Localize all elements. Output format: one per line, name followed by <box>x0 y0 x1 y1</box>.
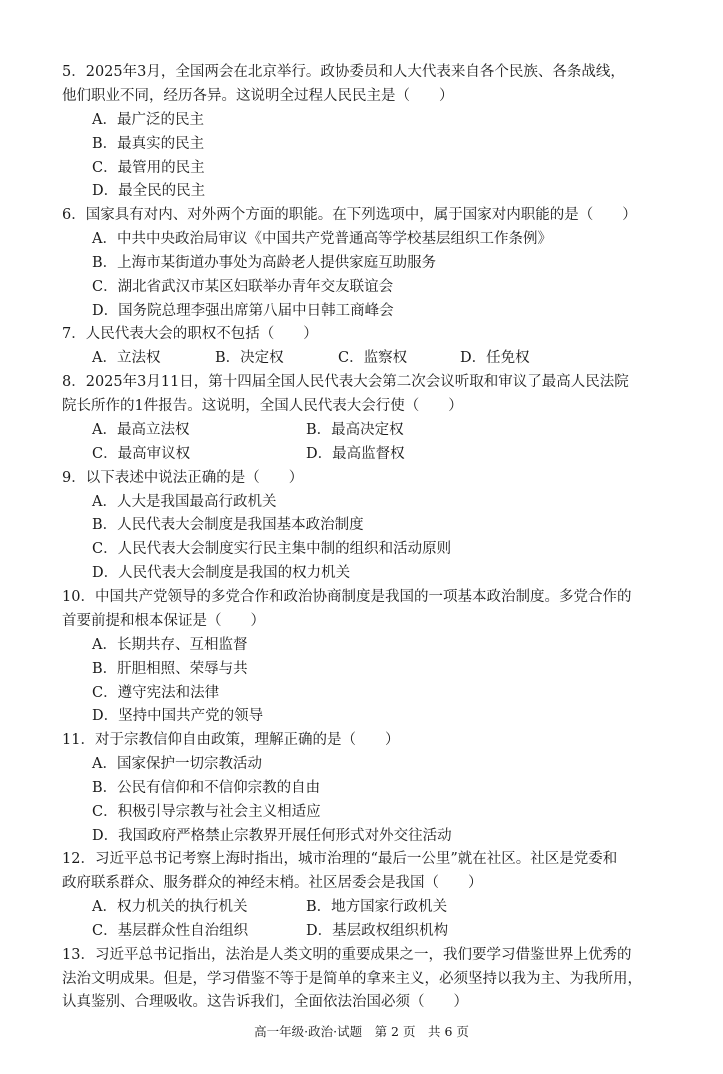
question-7-stem-line-1: 7．人民代表大会的职权不包括（ ） <box>62 326 318 342</box>
question-10-option-d: D．坚持中国共产党的领导 <box>92 708 264 724</box>
question-6-option-a: A．中共中央政治局审议《中国共产党普通高等学校基层组织工作条例》 <box>92 231 552 247</box>
page-footer: 高一年级·政治·试题 第 2 页 共 6 页 <box>254 1024 469 1039</box>
question-10-option-a: A．长期共存、互相监督 <box>92 637 248 653</box>
question-12-stem-line-1: 12．习近平总书记考察上海时指出，城市治理的“最后一公里”就在社区。社区是党委和 <box>62 851 618 867</box>
question-6-option-c: C．湖北省武汉市某区妇联举办青年交友联谊会 <box>92 279 394 295</box>
question-12-option-d: D．基层政权组织机构 <box>306 923 449 939</box>
question-9-option-d: D．人民代表大会制度是我国的权力机关 <box>92 565 351 581</box>
question-5-stem-line-1: 5．2025年3月，全国两会在北京举行。政协委员和人大代表来自各个民族、各条战线， <box>62 64 625 80</box>
question-7-option-d: D．任免权 <box>460 350 530 366</box>
question-8-stem-line-2: 院长所作的1件报告。这说明，全国人民代表大会行使（ ） <box>62 398 463 414</box>
question-5-option-b: B．最真实的民主 <box>92 136 205 152</box>
question-5-option-c: C．最管用的民主 <box>92 160 205 176</box>
question-9-option-a: A．人大是我国最高行政机关 <box>92 494 277 510</box>
question-11-option-a: A．国家保护一切宗教活动 <box>92 756 262 772</box>
question-9-option-c: C．人民代表大会制度实行民主集中制的组织和活动原则 <box>92 541 452 557</box>
question-8-option-a: A．最高立法权 <box>92 422 190 438</box>
question-13-stem-line-3: 认真鉴别、合理吸收。这告诉我们，全面依法治国必须（ ） <box>62 994 468 1010</box>
question-6-option-d: D．国务院总理李强出席第八届中日韩工商峰会 <box>92 303 394 319</box>
question-7-option-a: A．立法权 <box>92 350 161 366</box>
question-11-option-d: D．我国政府严格禁止宗教界开展任何形式对外交往活动 <box>92 828 452 844</box>
question-12-option-b: B．地方国家行政机关 <box>306 899 448 915</box>
question-5-option-d: D．最全民的民主 <box>92 183 206 199</box>
question-13-stem-line-1: 13．习近平总书记指出，法治是人类文明的重要成果之一，我们要学习借鉴世界上优秀的 <box>62 947 632 963</box>
question-11-option-b: B．公民有信仰和不信仰宗教的自由 <box>92 780 321 796</box>
question-9-stem-line-1: 9．以下表述中说法正确的是（ ） <box>62 470 304 486</box>
question-5-stem-line-2: 他们职业不同，经历各异。这说明全过程人民民主是（ ） <box>62 88 454 104</box>
question-11-stem-line-1: 11．对于宗教信仰自由政策，理解正确的是（ ） <box>62 732 400 748</box>
question-8-option-c: C．最高审议权 <box>92 446 191 462</box>
question-7-option-c: C．监察权 <box>338 350 408 366</box>
question-6-option-b: B．上海市某街道办事处为高龄老人提供家庭互助服务 <box>92 255 437 271</box>
question-10-option-b: B．肝胆相照、荣辱与共 <box>92 661 248 677</box>
question-10-option-c: C．遵守宪法和法律 <box>92 685 220 701</box>
question-12-option-a: A．权力机关的执行机关 <box>92 899 248 915</box>
question-12-option-c: C．基层群众性自治组织 <box>92 923 249 939</box>
question-12-stem-line-2: 政府联系群众、服务群众的神经末梢。社区居委会是我国（ ） <box>62 875 483 891</box>
question-5-option-a: A．最广泛的民主 <box>92 112 204 128</box>
question-9-option-b: B．人民代表大会制度是我国基本政治制度 <box>92 517 364 533</box>
question-11-option-c: C．积极引导宗教与社会主义相适应 <box>92 804 321 820</box>
question-10-stem-line-2: 首要前提和根本保证是（ ） <box>62 613 265 629</box>
question-10-stem-line-1: 10．中国共产党领导的多党合作和政治协商制度是我国的一项基本政治制度。多党合作的 <box>62 589 632 605</box>
question-8-option-b: B．最高决定权 <box>306 422 404 438</box>
question-7-option-b: B．决定权 <box>215 350 284 366</box>
question-6-stem-line-1: 6．国家具有对内、对外两个方面的职能。在下列选项中，属于国家对内职能的是（ ） <box>62 207 637 223</box>
question-8-stem-line-1: 8．2025年3月11日，第十四届全国人民代表大会第二次会议听取和审议了最高人民法院 <box>62 374 629 390</box>
question-8-option-d: D．最高监督权 <box>306 446 405 462</box>
question-13-stem-line-2: 法治文明成果。但是，学习借鉴不等于是简单的拿来主义，必须坚持以我为主、为我所用， <box>62 971 642 987</box>
